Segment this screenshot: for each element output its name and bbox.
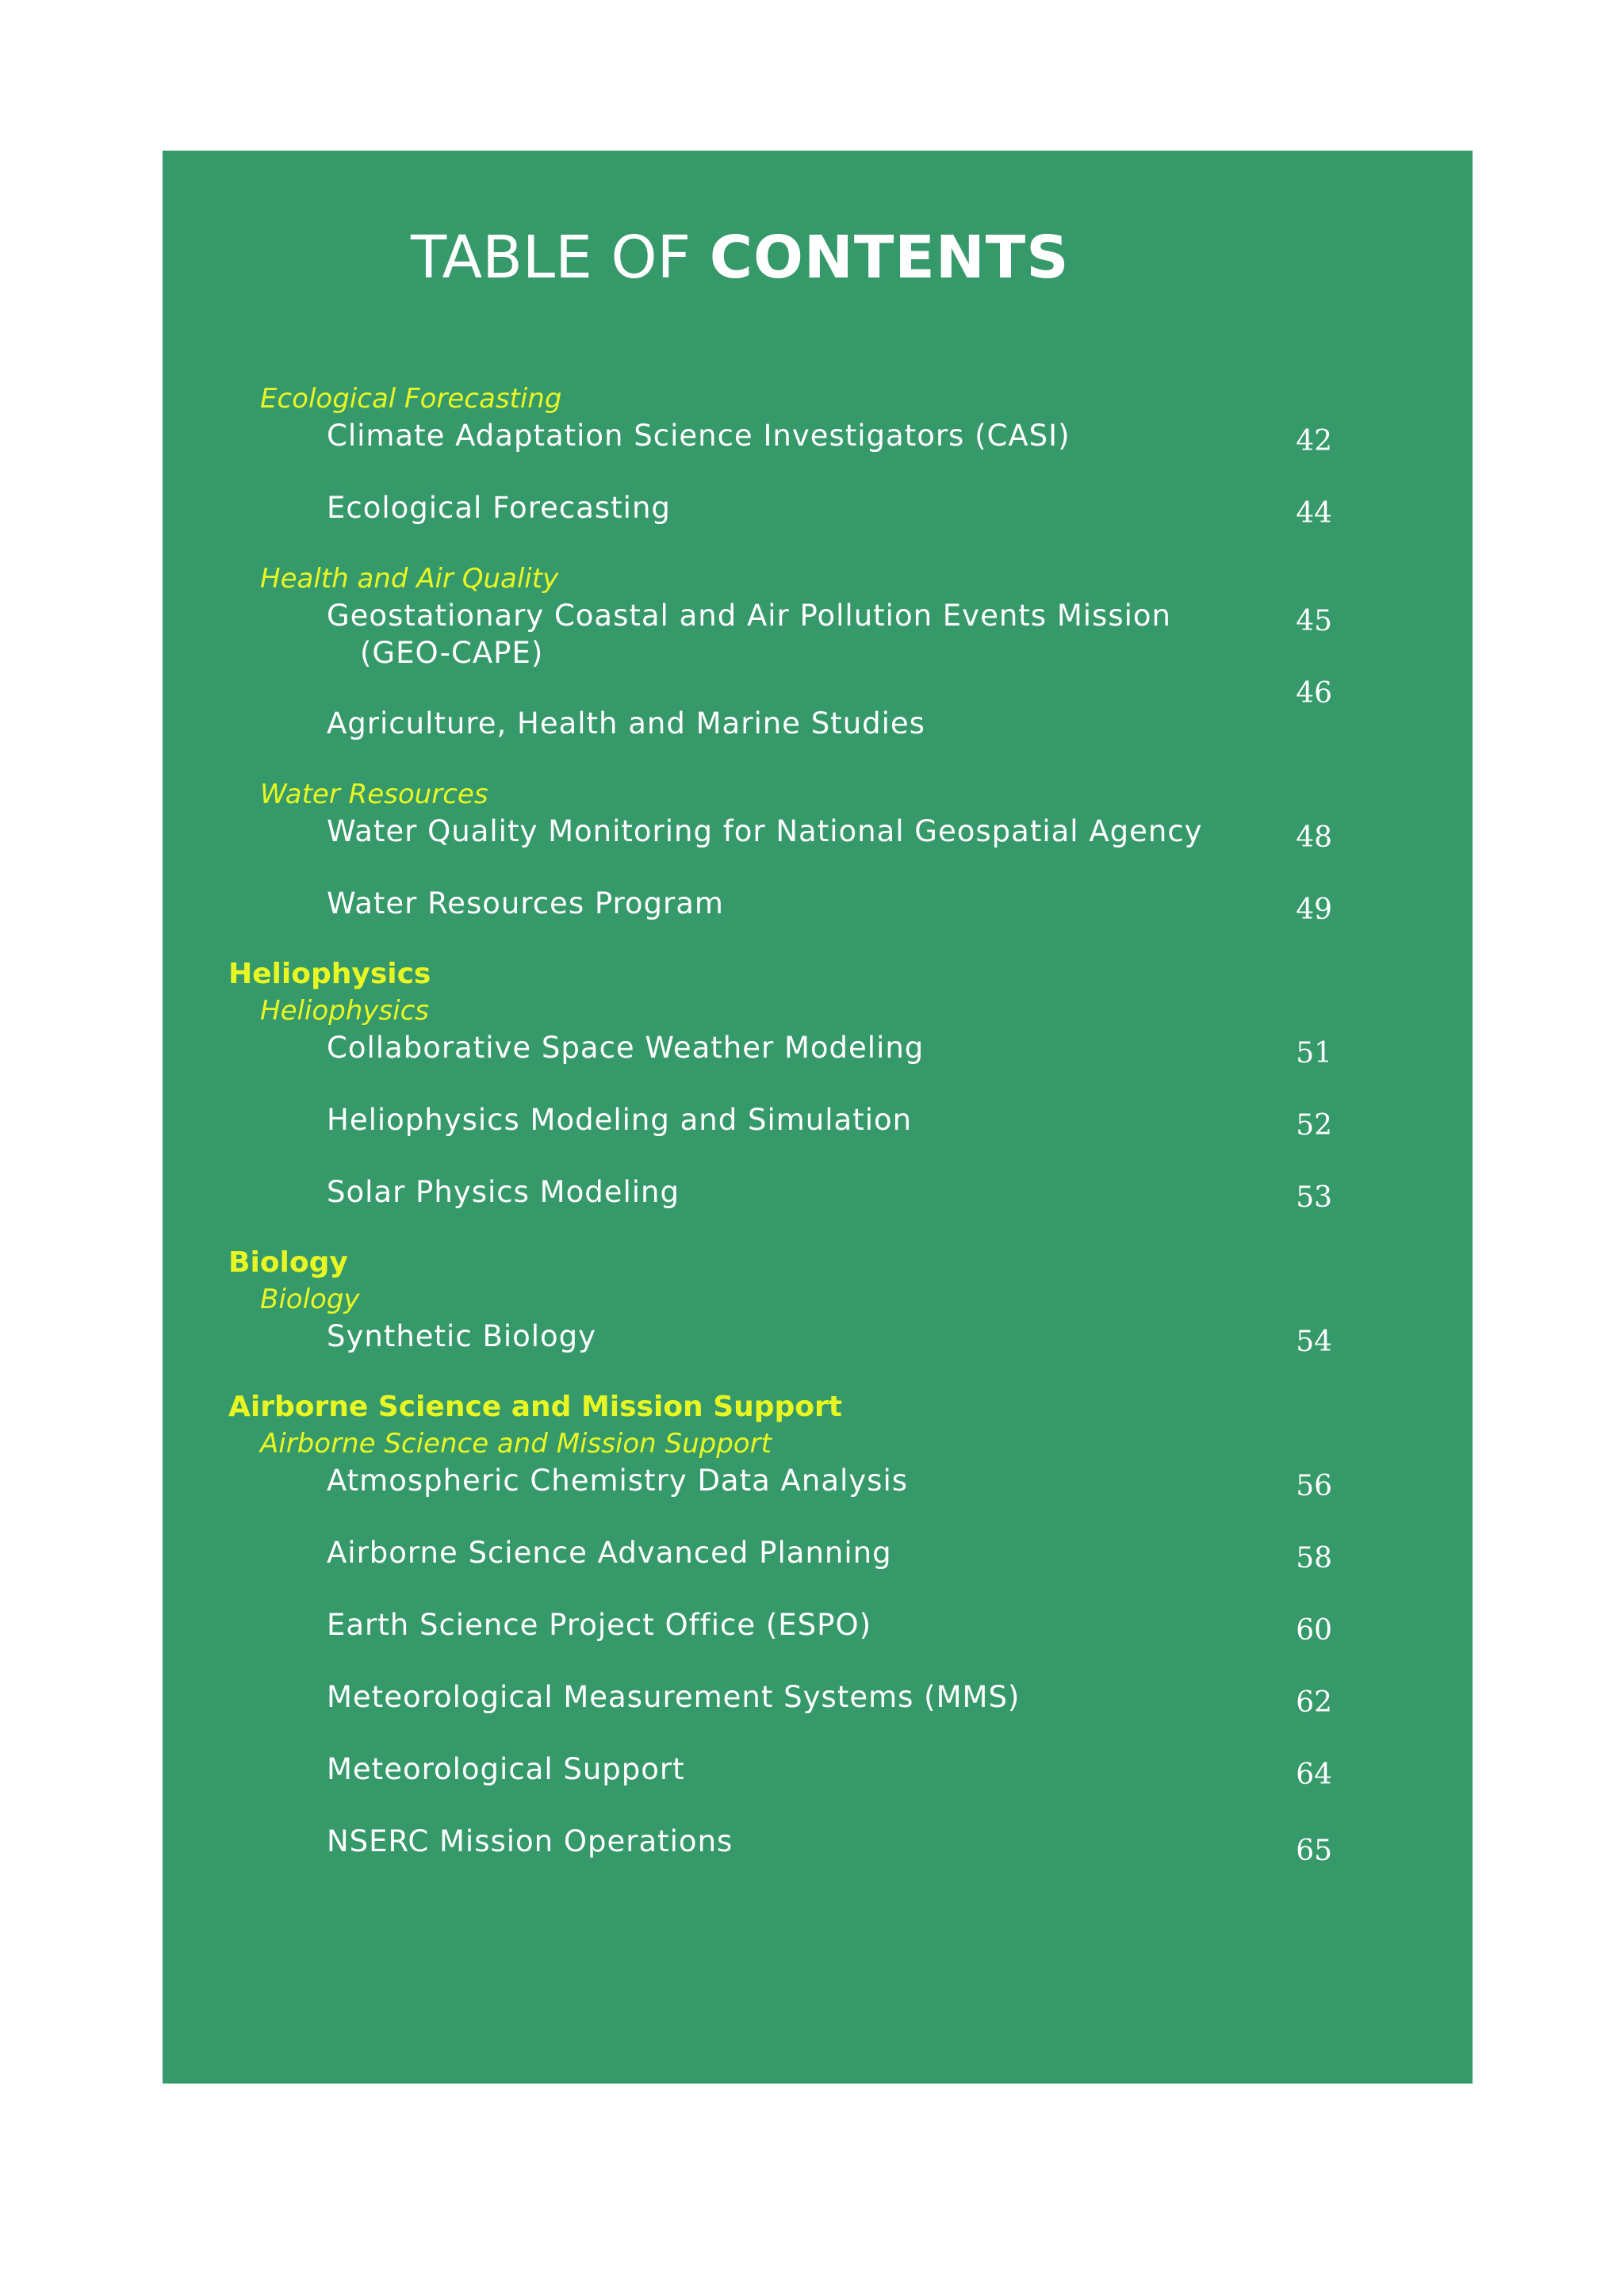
toc-entry-geo-cape-line1: Geostationary Coastal and Air Pollution Events Mission [327, 599, 1171, 633]
page-number: 56 [1296, 1470, 1332, 1502]
page-number: 60 [1296, 1614, 1332, 1647]
toc-entry-solar-physics-modeling[interactable]: Solar Physics Modeling [327, 1175, 680, 1209]
toc-entry-casi[interactable]: Climate Adaptation Science Investigators (CASI) [327, 419, 1071, 453]
subcategory-biology: Biology [260, 1284, 360, 1315]
toc-entry-nserc-mission-operations[interactable]: NSERC Mission Operations [327, 1824, 733, 1858]
subcategory-health-air-quality: Health and Air Quality [260, 563, 559, 595]
page-number: 51 [1296, 1037, 1332, 1070]
title-light: TABLE OF [411, 224, 710, 292]
page-number: 42 [1296, 425, 1332, 457]
toc-entry-geo-cape[interactable] [327, 599, 1171, 670]
page-number: 64 [1296, 1758, 1332, 1791]
toc-entry-airborne-advanced-planning[interactable]: Airborne Science Advanced Planning [327, 1536, 892, 1570]
toc-entry-meteorological-support[interactable]: Meteorological Support [327, 1752, 685, 1786]
toc-entry-mms[interactable]: Meteorological Measurement Systems (MMS) [327, 1680, 1021, 1714]
toc-entry-agriculture-health-marine[interactable]: Agriculture, Health and Marine Studies [327, 706, 925, 740]
toc-entry-synthetic-biology[interactable]: Synthetic Biology [327, 1319, 597, 1353]
page-number: 52 [1296, 1109, 1332, 1142]
page-number: 65 [1296, 1835, 1332, 1867]
subcategory-airborne-science: Airborne Science and Mission Support [260, 1428, 772, 1460]
page-number: 46 [1296, 677, 1332, 710]
page-number: 49 [1296, 894, 1332, 926]
toc-entry-collaborative-space-weather[interactable]: Collaborative Space Weather Modeling [327, 1031, 925, 1065]
title-bold: CONTENTS [709, 224, 1070, 292]
page-number: 54 [1296, 1326, 1332, 1358]
toc-entry-ecological-forecasting[interactable]: Ecological Forecasting [327, 491, 671, 525]
toc-entry-geo-cape-line2: (GEO-CAPE) [360, 636, 544, 670]
category-airborne-science: Airborne Science and Mission Support [228, 1391, 842, 1423]
toc-entry-atmospheric-chemistry[interactable]: Atmospheric Chemistry Data Analysis [327, 1464, 908, 1498]
page-number: 48 [1296, 821, 1332, 854]
toc-entry-heliophysics-modeling[interactable]: Heliophysics Modeling and Simulation [327, 1103, 913, 1137]
page-number: 53 [1296, 1181, 1332, 1214]
page-number: 58 [1296, 1542, 1332, 1575]
category-biology: Biology [228, 1246, 348, 1279]
page-number: 62 [1296, 1686, 1332, 1719]
toc-entry-water-quality-monitoring[interactable]: Water Quality Monitoring for National Geospatial Agency [327, 814, 1203, 848]
subcategory-heliophysics: Heliophysics [260, 995, 429, 1027]
subcategory-ecological-forecasting: Ecological Forecasting [260, 383, 562, 415]
page-number: 45 [1296, 605, 1332, 637]
page-number: 44 [1296, 497, 1332, 530]
category-heliophysics: Heliophysics [228, 958, 431, 990]
toc-entry-water-resources-program[interactable]: Water Resources Program [327, 886, 724, 920]
toc-entry-espo[interactable]: Earth Science Project Office (ESPO) [327, 1608, 872, 1642]
subcategory-water-resources: Water Resources [260, 779, 488, 810]
